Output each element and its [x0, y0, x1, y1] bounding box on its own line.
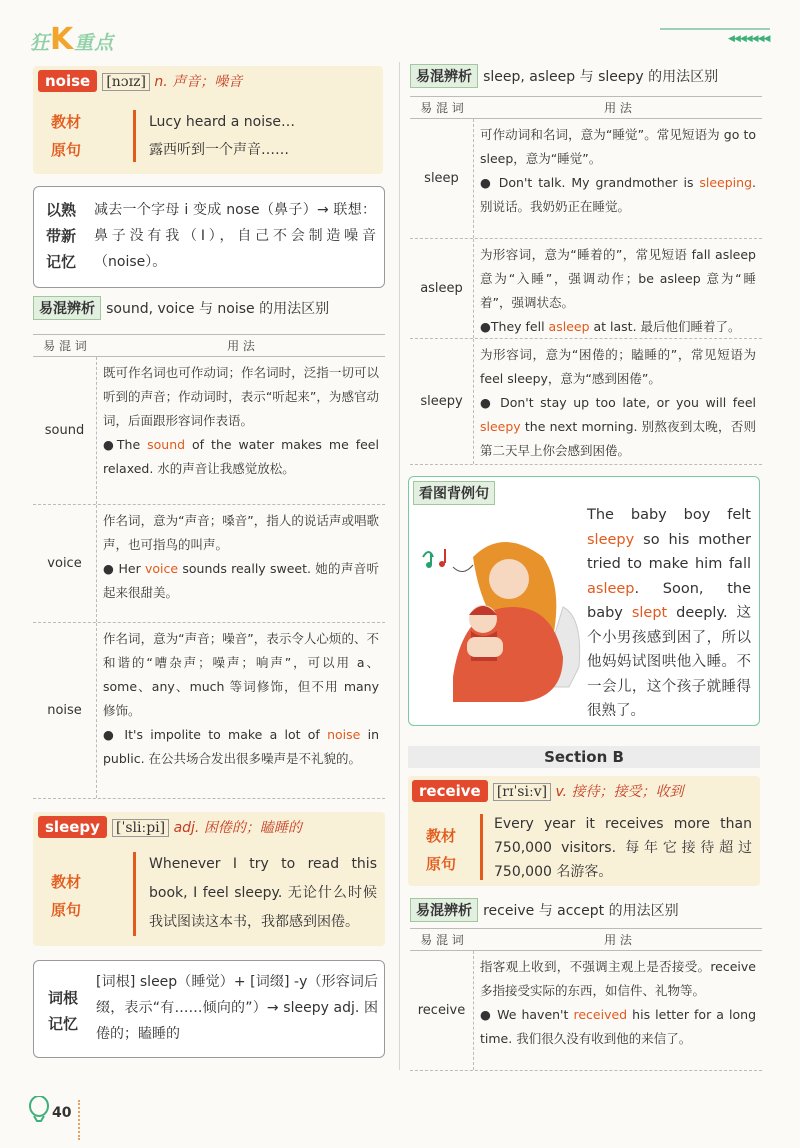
source-bar — [133, 110, 136, 162]
noise-entry — [33, 66, 383, 174]
balloon-icon — [28, 1096, 50, 1126]
picture-example-text: The baby boy felt sleepy so his mother tried to make him fall asleep. Soon, the baby slept deeply. 这个小男孩感到困了，所以他妈妈试图哄他入睡。不一会儿，这个孩子就睡得很熟了。 — [587, 507, 751, 719]
memory-label: 以熟 带新 记忆 — [46, 201, 77, 271]
sleepy-entry — [33, 812, 385, 946]
phonetic: [nɔɪz] n. 声音；噪音 — [102, 73, 242, 91]
table-row: sleep 可作动词和名词，意为“睡觉”。常见短语为 go to sleep，意为“睡觉”。 ● Don't talk. My grandmother is sleeping. 别说话。我奶奶正在睡觉。 — [410, 119, 762, 239]
source-label: 教材 原句 — [51, 873, 82, 919]
memory-label: 词根 记忆 — [48, 989, 79, 1033]
word-tag: sleepy — [38, 816, 107, 838]
picture-tag: 看图背例句 — [413, 481, 495, 505]
source-label: 教材 原句 — [51, 113, 82, 159]
example-sentence: Every year it receives more than 750,000 visitors. 每年它接待超过 750,000 名游客。 — [494, 816, 752, 880]
table-row: receive 指客观上收到，不强调主观上是否接受。receive 多指接受实际的东西，如信件、礼物等。 ● We haven't received his letter for a long time. 我们很久没有收到他的来信了。 — [410, 951, 762, 1071]
source-bar — [133, 852, 136, 936]
footer-rule — [78, 1100, 80, 1140]
mother-baby-illustration — [413, 527, 585, 707]
phonetic: [ˈsliːpi] adj. 困倦的；瞌睡的 — [112, 819, 302, 837]
table-row: sound 既可作名词也可作动词；作名词时，泛指一切可以听到的声音；作动词时，表示“听起来”，为感官动词，后面跟形容词作表语。 ●The sound of the water makes me feel relaxed. 水的声音让我感觉放松。 — [33, 357, 385, 505]
word-tag: receive — [412, 780, 488, 802]
brand-logo: 狂K重点 — [30, 22, 115, 57]
confusion-table-3: 易 混 词 用 法 receive 指客观上收到，不强调主观上是否接受。receive 多指接受实际的东西，如信件、礼物等。 ● We haven't received his letter for a long time. 我们很久没有收到他的来信了。 — [410, 928, 762, 1071]
memory-text: [词根] sleep（睡觉）+ [词缀] -y（形容词后缀，表示“有……倾向的”）→ sleepy adj. 困倦的；瞌睡的 — [96, 974, 378, 1042]
table-row: asleep 为形容词，意为“睡着的”，常见短语 fall asleep 意为“入睡”，强调动作；be asleep 意为“睡着”，强调状态。 ●They fell asleep at last. 最后他们睡着了。 — [410, 239, 762, 339]
confusion-table-2: 易 混 词 用 法 sleep 可作动词和名词，意为“睡觉”。常见短语为 go to sleep，意为“睡觉”。 ● Don't talk. My grandmother is sleeping. 别说话。我奶奶正在睡觉。 asleep 为形容词，意为“睡着的”，常见短语 fall asleep 意为“入睡”，强调动作；be asleep 意为“睡着”，强调状态。 ●They fell asleep at last. 最后他们睡着了。 sleepy 为形容词，意为“困倦的；瞌睡的”，常见短语为 feel sleepy，意为“感到困倦”。 ● Don't stay up too late, or you will feel sleepy the next morning. 别熬夜到太晚，否则第二天早上你会感到困倦。 — [410, 96, 762, 465]
picture-example-box — [408, 476, 760, 726]
column-divider — [399, 62, 400, 1070]
table-row: sleepy 为形容词，意为“困倦的；瞌睡的”，常见短语为 feel sleepy，意为“感到困倦”。 ● Don't stay up too late, or you will feel sleepy the next morning. 别熬夜到太晚，否则第二天早上你会感到困倦。 — [410, 339, 762, 465]
receive-entry — [408, 776, 760, 886]
confusion-header-3: 易混辨析 receive 与 accept 的用法区别 — [410, 898, 762, 922]
confusion-header-2: 易混辨析 sleep, asleep 与 sleepy 的用法区别 — [410, 64, 770, 88]
confusion-header-1: 易混辨析 sound, voice 与 noise 的用法区别 — [33, 296, 385, 320]
noise-memory-box — [33, 186, 385, 288]
source-label: 教材 原句 — [426, 827, 457, 873]
memory-text: 减去一个字母 i 变成 nose（鼻子）→ 联想：鼻子没有我（I），自己不会制造噪音（noise）。 — [94, 202, 376, 270]
example-sentence: Lucy heard a noise… 露西听到一个声音…… — [149, 114, 296, 158]
arrow-decoration-icon: ◀◀◀◀◀◀◀ — [728, 34, 770, 44]
table-row: voice 作名词，意为“声音；嗓音”，指人的说话声或唱歌声，也可指鸟的叫声。 ● Her voice sounds really sweet. 她的声音听起来很甜美。 — [33, 505, 385, 623]
section-title: Section B — [408, 746, 760, 768]
sleepy-memory-box — [33, 960, 385, 1058]
table-row: noise 作名词，意为“声音；噪音”，表示令人心烦的、不和谐的“嘈杂声；噪声；响声”，可以用 a、some、any、much 等词修饰，但不用 many 修饰。 ● It's impolite to make a lot of noise in public. 在公共场合发出很多噪声是不礼貌的。 — [33, 623, 385, 799]
page-number: 40 — [52, 1105, 72, 1121]
phonetic: [rɪˈsiːv] v. 接待；接受；收到 — [493, 783, 684, 801]
example-sentence: Whenever I try to read this book, I feel sleepy. 无论什么时候我试图读这本书，我都感到困倦。 — [149, 856, 377, 930]
header-rule — [660, 28, 770, 30]
confusion-table-1: 易 混 词 用 法 sound 既可作名词也可作动词；作名词时，泛指一切可以听到的声音；作动词时，表示“听起来”，为感官动词，后面跟形容词作表语。 ●The sound of the water makes me feel relaxed. 水的声音让我感觉放松。 voice 作名词，意为“声音；嗓音”，指人的说话声或唱歌声，也可指鸟的叫声。 ● Her voice sounds really sweet. 她的声音听起来很甜美。 noise 作名词，意为“声音；噪音”，表示令人心烦的、不和谐的“嘈杂声；噪声；响声”，可以用 a、some、any、much 等词修饰，但不用 many 修饰。 ● It's impolite to make a lot of noise in public. 在公共场合发出很多噪声是不礼貌的。 — [33, 334, 385, 799]
word-tag: noise — [38, 70, 97, 92]
source-bar — [480, 814, 483, 880]
